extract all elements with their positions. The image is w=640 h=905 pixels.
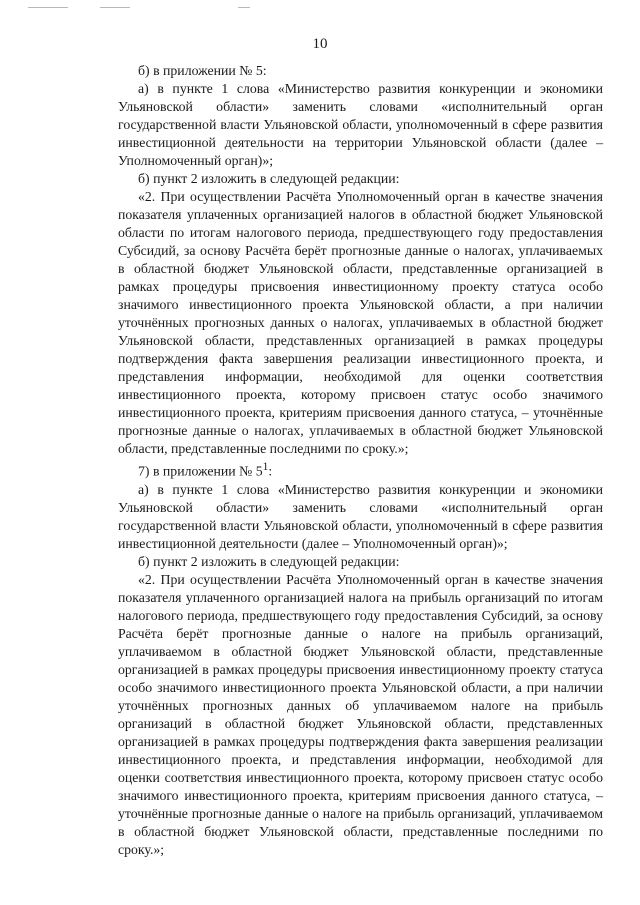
heading-text: 7) в приложении № 5 [138, 463, 263, 479]
paragraph-appendix-5-1-heading [118, 458, 603, 481]
paragraph-appendix-5-heading: б) в приложении № 5: [138, 63, 267, 78]
page-number: 10 [312, 36, 328, 52]
superscript: 1 [262, 461, 269, 473]
paragraph-appendix-5-point-2: «2. При осуществлении Расчёта Уполномоченный орган в качестве значения показателя уплаченных организацией налогов в областной бюджет Ульяновской области по итогам налогового периода, предшествующего году предоставления Субсидий, за основу Расчёта берёт прогнозные данные о налогах, уплачиваемых в областной бюджет Ульяновской области, представленные организацией в рамках процедуры присвоения инвестиционному проекту статуса особо значимого инвестиционного проекта Ульяновской области, а при наличии уточнённых прогнозных данных о налогах, уплачиваемых в областной бюджет Ульяновской области, представленных организацией в рамках процедуры подтверждения факта завершения реализации инвестиционного проекта, и представления информации, необходимой для оценки соответствия инвестиционного проекта, которому присвоен статус особо значимого инвестиционного проекта, критериям присвоения данного статуса, – уточнённые прогнозные данные о налогах, уплачиваемых в областной бюджет Ульяновской области, представленные последними по сроку.»; [118, 189, 603, 456]
paragraph-appendix-5-1-item-b: б) пункт 2 изложить в следующей редакции: [138, 553, 400, 569]
paragraph-appendix-5-1-item-a: а) в пункте 1 слова «Министерство развития конкуренции и экономики Ульяновской области» заменить словами «исполнительный орган государственной власти Ульяновской области, уполномоченный в сфере развития инвестиционной деятельности (далее – Уполномоченный орган)»; [118, 481, 603, 551]
paragraph-appendix-5-item-a: а) в пункте 1 слова «Министерство развития конкуренции и экономики Ульяновской области» заменить словами «исполнительный орган государственной власти Ульяновской области, уполномоченный в сфере развития инвестиционной деятельности на территории Ульяновской области (далее – Уполномоченный орган)»; [118, 81, 603, 168]
paragraph-appendix-5-item-b: б) пункт 2 изложить в следующей редакции: [138, 171, 400, 186]
scan-artifact [100, 7, 130, 8]
scan-artifact [28, 7, 68, 8]
heading-colon: : [268, 463, 273, 479]
document-body [118, 62, 603, 859]
paragraph-appendix-5-1-point-2: «2. При осуществлении Расчёта Уполномоченный орган в качестве значения показателя уплаченного организацией налога на прибыль организаций по итогам налогового периода, предшествующего году предоставления Субсидий, за основу Расчёта берёт прогнозные данные о налоге на прибыль организаций, уплачиваемом в областной бюджет Ульяновской области, представленные организацией в рамках процедуры присвоения инвестиционному проекту статуса особо значимого инвестиционного проекта Ульяновской области, а при наличии уточнённых прогнозных данных об уплачиваемом налоге на прибыль организаций в областной бюджет Ульяновской области, представленных организацией в рамках процедуры подтверждения факта завершения реализации инвестиционного проекта, и представления информации, необходимой для оценки соответствия инвестиционного проекта, которому присвоен статус особо значимого инвестиционного проекта, критериям присвоения данного статуса, – уточнённые прогнозные данные о налоге на прибыль организаций, уплачиваемом в областной бюджет Ульяновской области, представленные последними по сроку.»; [118, 571, 603, 857]
scan-artifact [238, 7, 250, 8]
